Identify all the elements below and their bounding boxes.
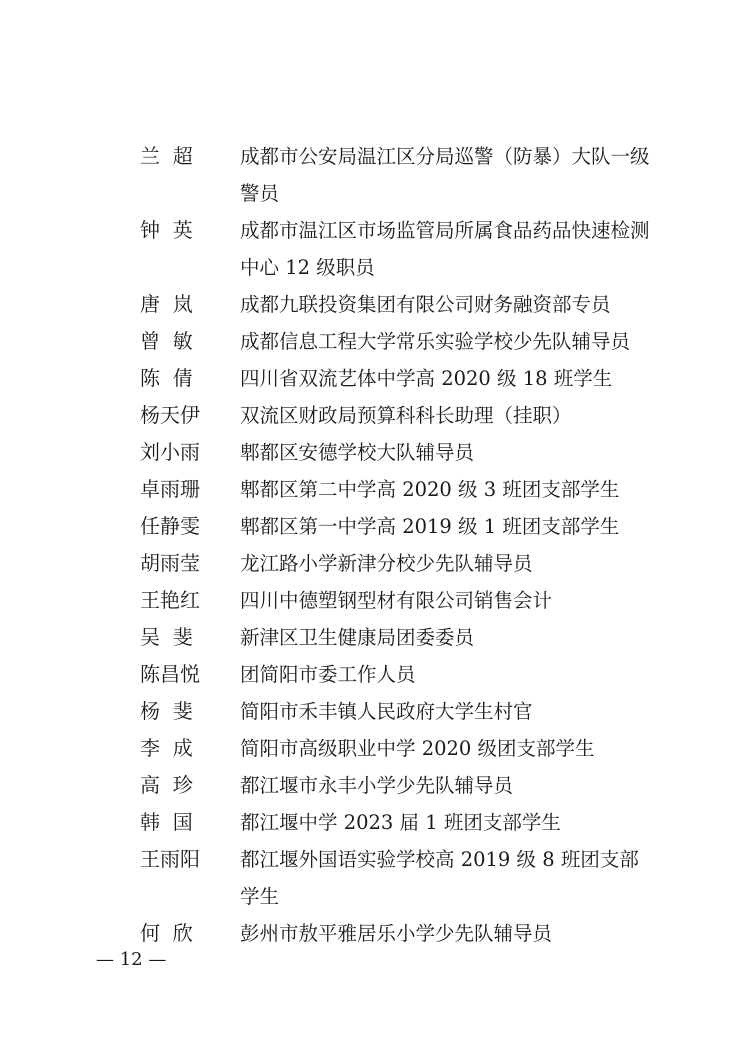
list-item — [140, 434, 700, 471]
person-name: 高 珍 — [140, 773, 193, 797]
person-name: 韩 国 — [140, 810, 193, 834]
list-item — [140, 138, 700, 212]
person-affiliation: 四川中德塑钢型材有限公司销售会计 — [240, 589, 553, 612]
person-name: 曾 敏 — [140, 329, 193, 353]
list-item — [140, 508, 700, 545]
list-item — [140, 471, 700, 508]
list-item — [140, 619, 700, 656]
person-affiliation: 郫都区第二中学高 2020 级 3 班团支部学生 — [240, 478, 620, 501]
person-affiliation: 都江堰市永丰小学少先队辅导员 — [240, 774, 514, 797]
person-name: 兰 超 — [140, 144, 193, 168]
list-item — [140, 212, 700, 286]
person-name: 王雨阳 — [140, 847, 200, 871]
list-item — [140, 397, 700, 434]
page-number: — 12 — — [96, 949, 167, 970]
person-name: 何 欣 — [140, 921, 193, 945]
list-item — [140, 360, 700, 397]
person-affiliation: 成都信息工程大学常乐实验学校少先队辅导员 — [240, 330, 631, 353]
list-item — [140, 656, 700, 693]
list-item — [140, 915, 700, 952]
person-affiliation: 双流区财政局预算科科长助理（挂职） — [240, 404, 572, 427]
person-name: 刘小雨 — [140, 440, 200, 464]
list-item — [140, 323, 700, 360]
list-item — [140, 582, 700, 619]
list-item — [140, 730, 700, 767]
person-affiliation: 都江堰外国语实验学校高 2019 级 8 班团支部学生 — [240, 848, 639, 908]
person-name: 吴 斐 — [140, 625, 193, 649]
list-item — [140, 841, 700, 915]
person-name: 唐 岚 — [140, 292, 193, 316]
person-affiliation: 都江堰中学 2023 届 1 班团支部学生 — [240, 811, 561, 834]
person-affiliation: 新津区卫生健康局团委委员 — [240, 626, 475, 649]
person-affiliation: 成都市公安局温江区分局巡警（防暴）大队一级警员 — [240, 145, 650, 205]
list-item — [140, 693, 700, 730]
person-name: 杨天伊 — [140, 403, 200, 427]
person-name: 杨 斐 — [140, 699, 193, 723]
person-affiliation: 成都九联投资集团有限公司财务融资部专员 — [240, 293, 611, 316]
list-item — [140, 545, 700, 582]
person-name: 王艳红 — [140, 588, 200, 612]
person-name: 卓雨珊 — [140, 477, 200, 501]
person-affiliation: 四川省双流艺体中学高 2020 级 18 班学生 — [240, 367, 613, 390]
person-affiliation: 简阳市高级职业中学 2020 级团支部学生 — [240, 737, 595, 760]
person-name: 任静雯 — [140, 514, 200, 538]
person-name: 钟 英 — [140, 218, 193, 242]
person-affiliation: 龙江路小学新津分校少先队辅导员 — [240, 552, 533, 575]
person-name: 李 成 — [140, 736, 193, 760]
person-affiliation: 彭州市敖平雅居乐小学少先队辅导员 — [240, 922, 553, 945]
person-name: 胡雨莹 — [140, 551, 200, 575]
person-affiliation: 团简阳市委工作人员 — [240, 663, 416, 686]
person-affiliation: 成都市温江区市场监管局所属食品药品快速检测中心 12 级职员 — [240, 219, 650, 279]
person-affiliation: 简阳市禾丰镇人民政府大学生村官 — [240, 700, 533, 723]
honoree-list — [140, 138, 700, 952]
list-item — [140, 804, 700, 841]
person-name: 陈 倩 — [140, 366, 193, 390]
person-affiliation: 郫都区安德学校大队辅导员 — [240, 441, 475, 464]
person-affiliation: 郫都区第一中学高 2019 级 1 班团支部学生 — [240, 515, 620, 538]
list-item — [140, 767, 700, 804]
person-name: 陈昌悦 — [140, 662, 200, 686]
list-item — [140, 286, 700, 323]
